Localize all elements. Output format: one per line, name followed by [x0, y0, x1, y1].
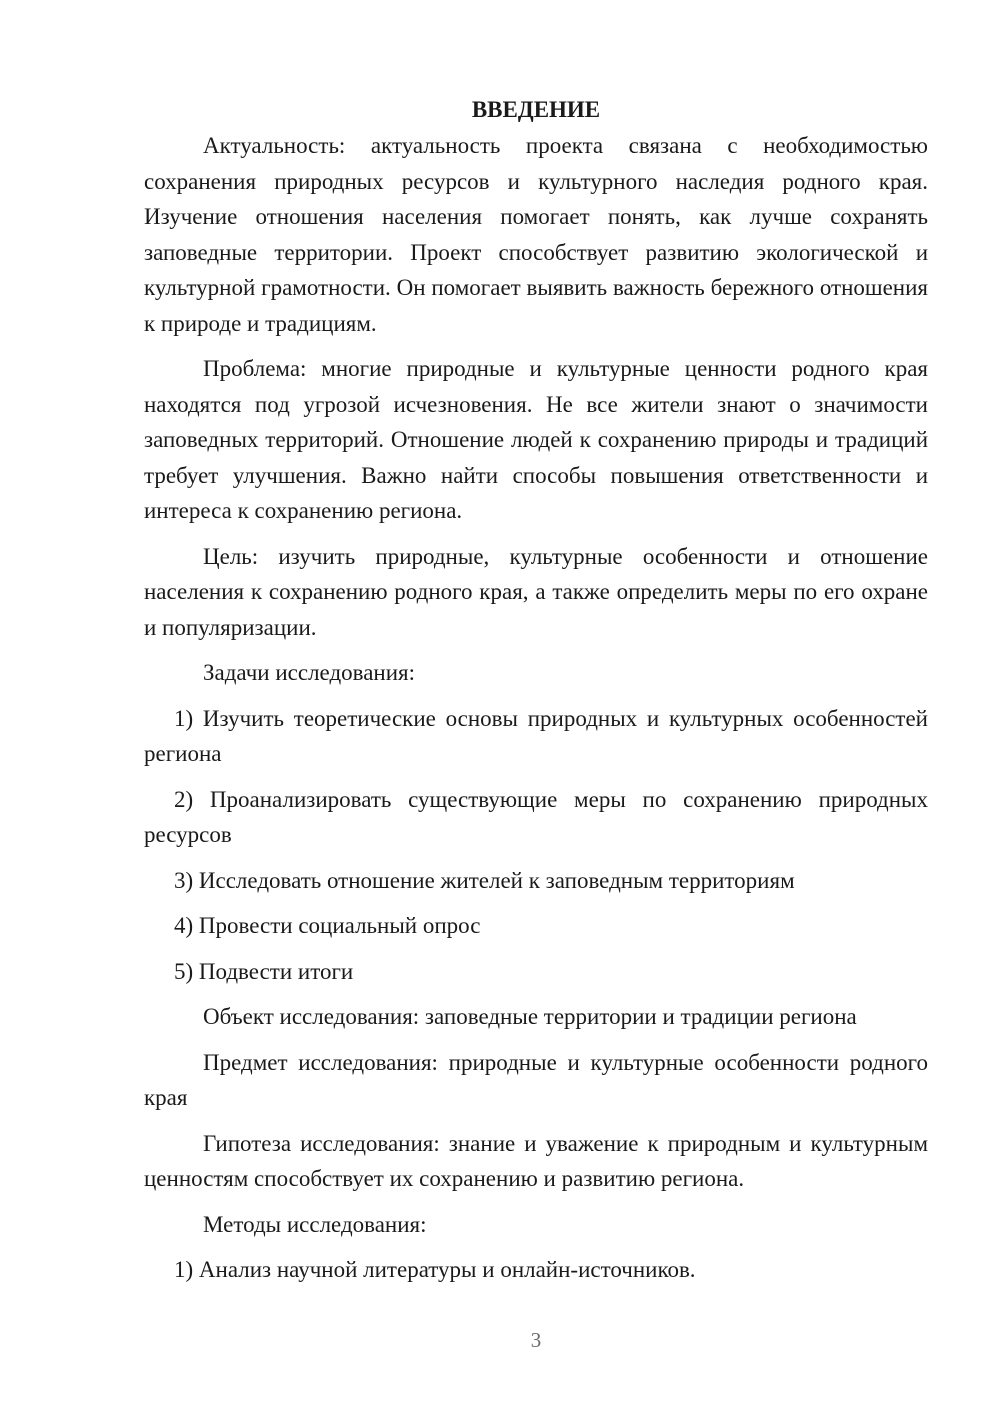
- problem-paragraph: Проблема: многие природные и культурные ценности родного края находятся под угрозой исчезновения. Не все жители знают о значимости заповедных территорий. Отношение людей к сохранению природы и традиций требует улучшения. Важно найти способы повышения ответственности и интереса к сохранению региона.: [144, 356, 928, 523]
- task-item: 5) Подвести итоги: [174, 958, 354, 984]
- task-item: 2) Проанализировать существующие меры по сохранению природных ресурсов: [144, 786, 928, 847]
- object-paragraph: Объект исследования: заповедные территории и традиции региона: [203, 1004, 857, 1029]
- task-item: 4) Провести социальный опрос: [174, 913, 481, 938]
- relevance-paragraph: Актуальность: актуальность проекта связана с необходимостью сохранения природных ресурсов и культурного наследия родного края. Изучение отношения населения помогает понять, как лучше сохранять заповедные территории. Проект способствует развитию экологической и культурной грамотности. Он помогает выявить важность бережного отношения к природе и традициям.: [144, 133, 928, 336]
- method-item: 1) Анализ научной литературы и онлайн-источников.: [174, 1257, 696, 1282]
- subject-paragraph: Предмет исследования: природные и культурные особенности родного края: [144, 1049, 928, 1110]
- section-title: ВВЕДЕНИЕ: [471, 97, 601, 122]
- hypothesis-paragraph: Гипотеза исследования: знание и уважение к природным и культурным ценностям способствует их сохранению и развитию региона.: [144, 1130, 928, 1191]
- task-item: 1) Изучить теоретические основы природных и культурных особенностей региона: [144, 705, 928, 766]
- page-content: [144, 92, 928, 1298]
- tasks-heading: Задачи исследования:: [203, 660, 416, 685]
- methods-heading: Методы исследования:: [203, 1211, 427, 1237]
- goal-paragraph: Цель: изучить природные, культурные особенности и отношение населения к сохранению родного края, а также определить меры по его охране и популяризации.: [144, 543, 928, 640]
- task-item: 3) Исследовать отношение жителей к заповедным территориям: [174, 867, 795, 893]
- page-number: 3: [530, 1328, 542, 1352]
